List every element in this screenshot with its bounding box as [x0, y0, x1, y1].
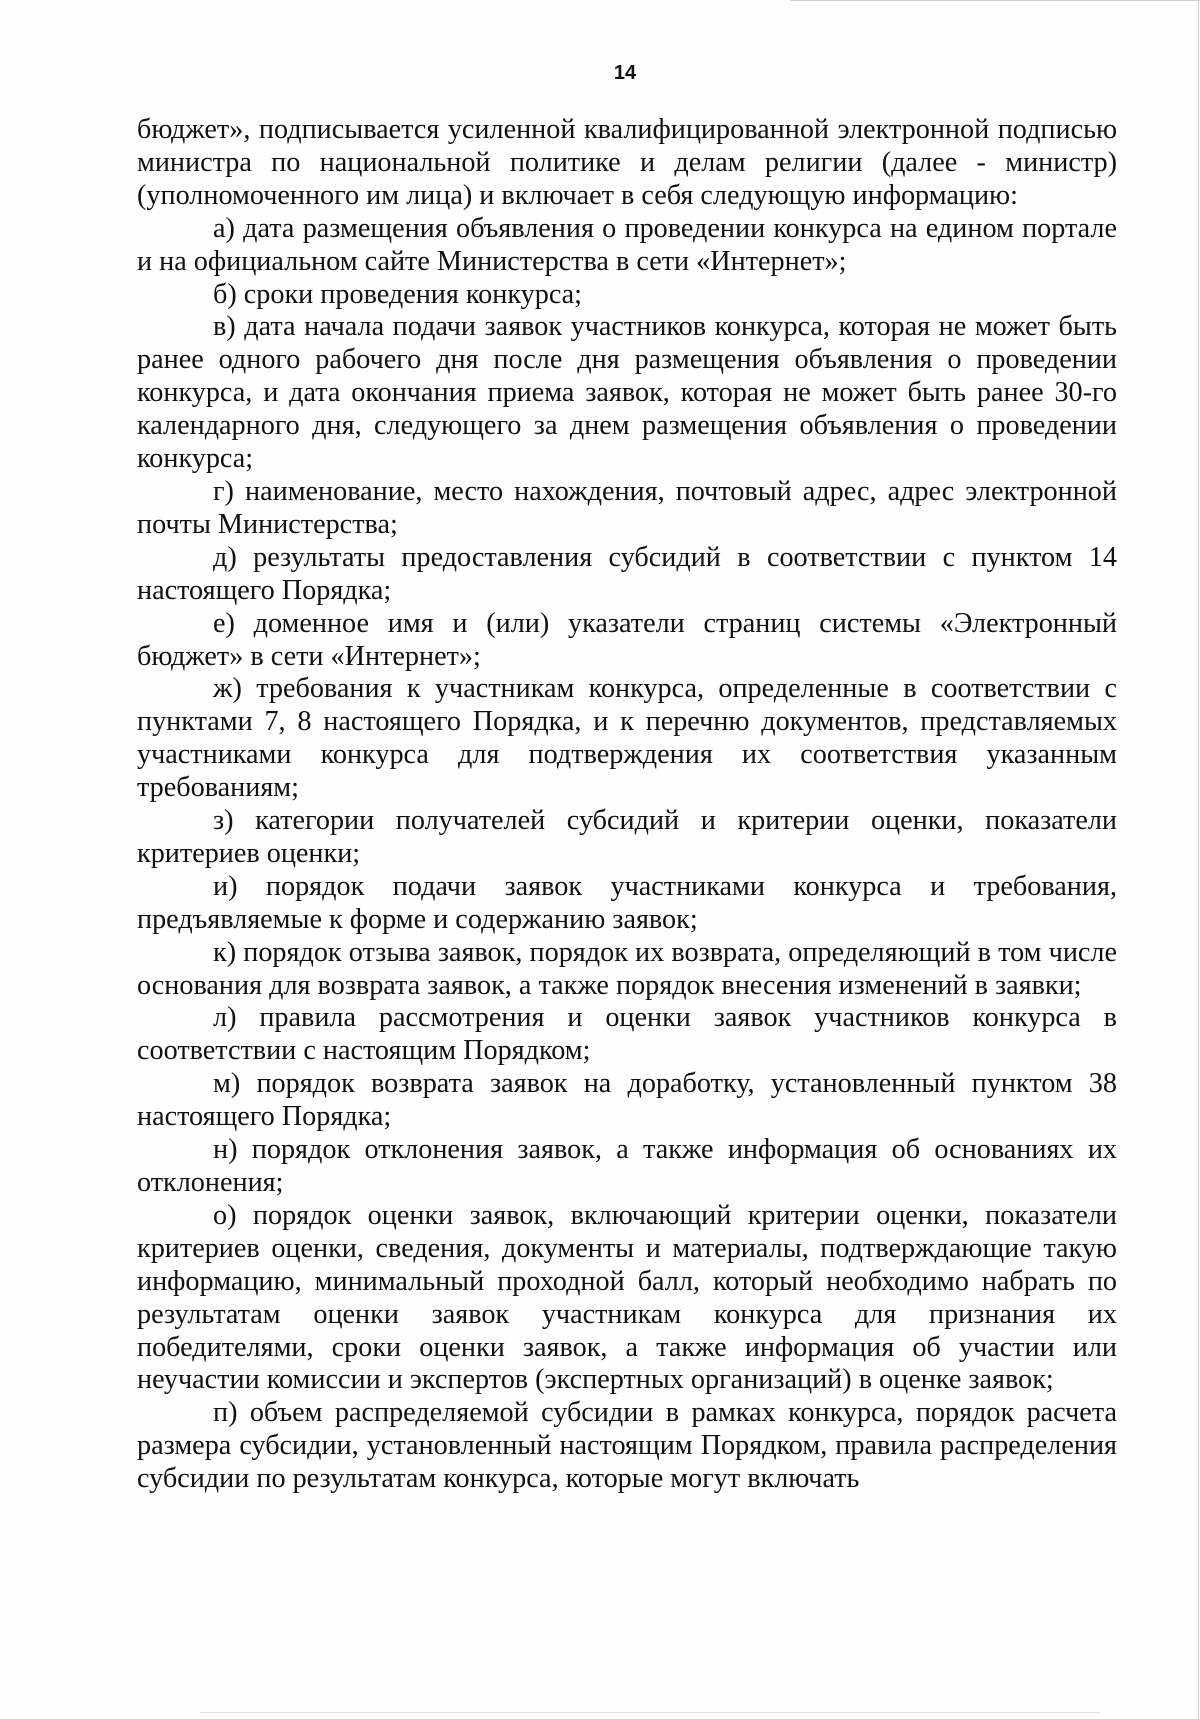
paragraph-item-m: м) порядок возврата заявок на доработку, установленный пунктом 38 настоящего Порядка; [137, 1068, 1117, 1133]
paragraph-item-l: л) правила рассмотрения и оценки заявок участников конкурса в соответствии с настоящим Порядком; [137, 1002, 1117, 1067]
scan-edge-right [1198, 0, 1199, 1719]
scan-edge-bottom [200, 1712, 1100, 1713]
paragraph-item-n: н) порядок отклонения заявок, а также информация об основаниях их отклонения; [137, 1134, 1117, 1198]
scan-edge-top [790, 0, 1200, 1]
paragraph-item-p: п) объем распределяемой субсидии в рамках конкурса, порядок расчета размера субсидии, установленный настоящим Порядком, правила распределения субсидии по результатам конкурса, которые могут включать [137, 1397, 1117, 1495]
page-number: 14 [613, 62, 637, 84]
paragraph-item-v: в) дата начала подачи заявок участников конкурса, которая не может быть ранее одного рабочего дня после дня размещения объявления о проведении конкурса, и дата окончания приема заявок, которая не может быть ранее 30-го календарного дня, следующего за днем размещения объявления о проведении конкурса; [137, 311, 1117, 475]
paragraph-item-e: е) доменное имя и (или) указатели страниц системы «Электронный бюджет» в сети «Интернет»; [137, 607, 1117, 672]
paragraph-item-g: г) наименование, место нахождения, почтовый адрес, адрес электронной почты Министерства; [137, 475, 1117, 540]
paragraph-item-a: а) дата размещения объявления о проведении конкурса на едином портале и на официальном сайте Министерства в сети «Интернет»; [137, 212, 1117, 277]
paragraph-item-zh: ж) требования к участникам конкурса, определенные в соответствии с пунктами 7, 8 настоящего Порядка, и к перечню документов, представляемых участниками конкурса для подтверждения их соответствия указанным требованиям; [137, 673, 1117, 804]
paragraph-item-b: б) сроки проведения конкурса; [213, 278, 583, 310]
paragraph-item-i: и) порядок подачи заявок участниками конкурса и требования, предъявляемые к форме и содержанию заявок; [137, 870, 1117, 935]
paragraph-item-k: к) порядок отзыва заявок, порядок их возврата, определяющий в том числе основания для возврата заявок, а также порядок внесения изменений в заявки; [137, 936, 1117, 1001]
document-body [137, 114, 1117, 1496]
paragraph-item-o: о) порядок оценки заявок, включающий критерии оценки, показатели критериев оценки, сведения, документы и материалы, подтверждающие такую информацию, минимальный проходной балл, который необходимо набрать по результатам оценки заявок участникам конкурса для признания их победителями, сроки оценки заявок, а также информация об участии или неучастии комиссии и экспертов (экспертных организаций) в оценке заявок; [137, 1199, 1117, 1396]
paragraph-item-z: з) категории получателей субсидий и критерии оценки, показатели критериев оценки; [137, 805, 1117, 869]
paragraph-intro: бюджет», подписывается усиленной квалифицированной электронной подписью министра по национальной политике и делам религии (далее - министр) (уполномоченного им лица) и включает в себя следующую информацию: [137, 114, 1117, 211]
paragraph-item-d: д) результаты предоставления субсидий в соответствии с пунктом 14 настоящего Порядка; [137, 541, 1117, 606]
